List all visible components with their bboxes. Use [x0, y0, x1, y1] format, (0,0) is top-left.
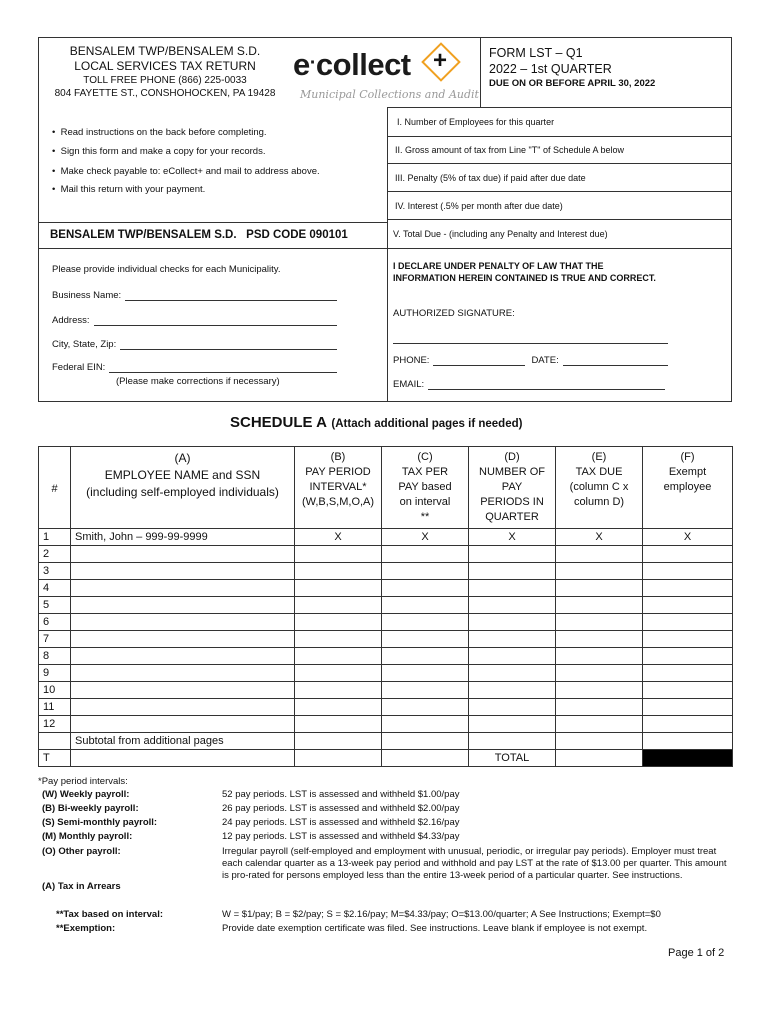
phone-field[interactable] [433, 355, 525, 366]
tax-per-pay-cell[interactable] [382, 563, 469, 580]
col-c-header: (C) TAX PER PAY based on interval ** [382, 447, 469, 529]
address-field[interactable] [94, 315, 338, 326]
city-label: City, State, Zip: [52, 339, 117, 350]
exempt-cell[interactable] [643, 614, 733, 631]
phone-date-row [393, 355, 668, 366]
form-quarter: 2022 – 1st QUARTER [489, 62, 612, 76]
row-number: 7 [39, 631, 71, 648]
declaration-text: I DECLARE UNDER PENALTY OF LAW THAT THE INFORMATION HEREIN CONTAINED IS TRUE AND CORRECT. [393, 261, 656, 283]
row-number: 2 [39, 546, 71, 563]
total-blank [295, 750, 382, 767]
total-tax-due-cell[interactable] [556, 750, 643, 767]
pay-periods-cell[interactable] [469, 580, 556, 597]
total-blank [382, 750, 469, 767]
table-row [39, 546, 733, 563]
line-iii-penalty[interactable]: III. Penalty (5% of tax due) if paid after due date [387, 164, 732, 192]
exempt-cell[interactable] [643, 682, 733, 699]
pay-interval-cell[interactable] [295, 614, 382, 631]
ecollect-logo: e·collect [293, 47, 411, 82]
exempt-cell[interactable] [643, 665, 733, 682]
intervals-title: *Pay period intervals: [38, 776, 128, 787]
semimonthly-desc: 24 pay periods. LST is assessed and withheld $2.16/pay [222, 817, 460, 828]
employee-name-cell[interactable] [71, 614, 295, 631]
tax-per-pay-cell[interactable]: X [382, 529, 469, 546]
tax-per-pay-cell[interactable] [382, 631, 469, 648]
tax-due-cell[interactable] [556, 648, 643, 665]
row-number: 11 [39, 699, 71, 716]
email-label: EMAIL: [393, 379, 425, 390]
pay-interval-cell[interactable] [295, 699, 382, 716]
tax-due-cell[interactable] [556, 546, 643, 563]
row-number: 12 [39, 716, 71, 733]
table-header-row [39, 447, 733, 529]
tax-per-pay-cell[interactable] [382, 699, 469, 716]
page-number: Page 1 of 2 [668, 947, 725, 959]
employee-name-cell[interactable] [71, 665, 295, 682]
line-i-employees[interactable]: I. Number of Employees for this quarter [387, 107, 732, 137]
tax-due-cell[interactable] [556, 699, 643, 716]
arrears-label: (A) Tax in Arrears [42, 881, 121, 892]
email-row [393, 379, 665, 390]
tax-per-pay-cell[interactable] [382, 665, 469, 682]
ein-field[interactable] [109, 362, 337, 373]
tax-due-cell[interactable]: X [556, 529, 643, 546]
tax-due-cell[interactable] [556, 580, 643, 597]
col-f-header: (F) Exempt employee [643, 447, 733, 529]
employee-name-cell[interactable] [71, 563, 295, 580]
tax-interval-desc: W = $1/pay; B = $2/pay; S = $2.16/pay; M=$4.33/pay; O=$13.00/quarter; A See Instructions; Exempt=$0 [222, 909, 661, 920]
subtotal-cell-e[interactable] [556, 733, 643, 750]
table-row [39, 597, 733, 614]
subtotal-cell-b[interactable] [295, 733, 382, 750]
total-blocked-cell [643, 750, 733, 767]
table-row [39, 614, 733, 631]
pay-interval-cell[interactable]: X [295, 529, 382, 546]
subtotal-row [39, 733, 733, 750]
monthly-label: (M) Monthly payroll: [42, 831, 133, 842]
pay-periods-cell[interactable] [469, 665, 556, 682]
exemption-desc: Provide date exemption certificate was filed. See instructions. Leave blank if employee is not exempt. [222, 923, 648, 934]
pay-periods-cell[interactable] [469, 699, 556, 716]
pay-interval-cell[interactable] [295, 631, 382, 648]
subtotal-label: Subtotal from additional pages [71, 733, 295, 750]
form-id-box [480, 37, 732, 107]
tax-per-pay-cell[interactable] [382, 716, 469, 733]
table-row [39, 716, 733, 733]
pay-periods-cell[interactable]: X [469, 529, 556, 546]
checks-note: Please provide individual checks for each Municipality. [52, 264, 281, 275]
date-field[interactable] [563, 355, 668, 366]
table-row [39, 580, 733, 597]
pay-interval-cell[interactable] [295, 665, 382, 682]
toll-free-phone: TOLL FREE PHONE (866) 225-0033 [83, 75, 247, 86]
total-label: TOTAL [469, 750, 556, 767]
other-label: (O) Other payroll: [42, 846, 121, 857]
semimonthly-label: (S) Semi-monthly payroll: [42, 817, 158, 828]
pay-periods-cell[interactable] [469, 546, 556, 563]
business-name-row [52, 290, 337, 301]
monthly-desc: 12 pay periods. LST is assessed and withheld $4.33/pay [222, 831, 460, 842]
pay-periods-cell[interactable] [469, 563, 556, 580]
pay-periods-cell[interactable] [469, 682, 556, 699]
exempt-cell[interactable] [643, 563, 733, 580]
total-row [39, 750, 733, 767]
tax-due-cell[interactable] [556, 716, 643, 733]
mailing-address: 804 FAYETTE ST., CONSHOHOCKEN, PA 19428 [54, 88, 276, 99]
table-row [39, 648, 733, 665]
pay-periods-cell[interactable] [469, 597, 556, 614]
employee-name-cell[interactable]: Smith, John – 999-99-9999 [71, 529, 295, 546]
signature-line[interactable] [393, 343, 668, 344]
address-row [52, 315, 337, 326]
employee-name-cell[interactable] [71, 716, 295, 733]
employee-name-cell[interactable] [71, 682, 295, 699]
col-e-header: (E) TAX DUE (column C x column D) [556, 447, 643, 529]
ein-label: Federal EIN: [52, 362, 106, 373]
row-number: 10 [39, 682, 71, 699]
form-name: FORM LST – Q1 [489, 46, 583, 60]
table-row [39, 529, 733, 546]
exempt-cell[interactable]: X [643, 529, 733, 546]
col-a-header: (A) EMPLOYEE NAME and SSN (including self-employed individuals) [71, 447, 295, 529]
title-line-1: BENSALEM TWP/BENSALEM S.D. [69, 44, 261, 58]
pay-periods-cell[interactable] [469, 716, 556, 733]
col-d-header: (D) NUMBER OF PAY PERIODS IN QUARTER [469, 447, 556, 529]
tax-per-pay-cell[interactable] [382, 546, 469, 563]
subtotal-cell-d[interactable] [469, 733, 556, 750]
exempt-cell[interactable] [643, 597, 733, 614]
row-number: 8 [39, 648, 71, 665]
city-row [52, 339, 337, 350]
pay-interval-cell[interactable] [295, 580, 382, 597]
table-row [39, 631, 733, 648]
row-number: 3 [39, 563, 71, 580]
tax-per-pay-cell[interactable] [382, 648, 469, 665]
biweekly-label: (B) Bi-weekly payroll: [42, 803, 139, 814]
exemption-label: **Exemption: [56, 923, 116, 934]
total-blank [71, 750, 295, 767]
logo-plus-icon: + [433, 47, 448, 74]
address-label: Address: [52, 315, 90, 326]
signature-label: AUTHORIZED SIGNATURE: [393, 308, 515, 319]
row-number: 5 [39, 597, 71, 614]
pay-interval-cell[interactable] [295, 682, 382, 699]
employee-name-cell[interactable] [71, 597, 295, 614]
weekly-label: (W) Weekly payroll: [42, 789, 130, 800]
exempt-cell[interactable] [643, 699, 733, 716]
employee-name-cell[interactable] [71, 631, 295, 648]
instruction-item: • Mail this return with your payment. [52, 184, 206, 195]
corrections-note: (Please make corrections if necessary) [116, 376, 280, 387]
tax-per-pay-cell[interactable] [382, 597, 469, 614]
pay-periods-cell[interactable] [469, 631, 556, 648]
pay-interval-cell[interactable] [295, 597, 382, 614]
other-desc: Irregular payroll (self-employed and employment with unusual, periodic, or irregular pay periods). Employer must treat each calendar quarter as a 13-week pay period and withhold and pay LST at the rate of $13.00 per quarter. This amount is pro-rated for persons employed less than the entire 13-week period of a particular quarter. See instructions. [222, 846, 727, 881]
tax-due-cell[interactable] [556, 631, 643, 648]
instruction-item: • Make check payable to: eCollect+ and mail to address above. [52, 166, 320, 177]
row-number: 1 [39, 529, 71, 546]
business-name-field[interactable] [125, 290, 337, 301]
employee-name-cell[interactable] [71, 648, 295, 665]
instruction-item: • Read instructions on the back before completing. [52, 127, 267, 138]
logo-tagline: Municipal Collections and Audit [300, 88, 479, 101]
tax-per-pay-cell[interactable] [382, 614, 469, 631]
line-iv-interest[interactable]: IV. Interest (.5% per month after due date) [387, 192, 732, 220]
email-field[interactable] [428, 379, 665, 390]
header-title [40, 44, 290, 100]
line-ii-gross-tax[interactable]: II. Gross amount of tax from Line "T" of Schedule A below [387, 137, 732, 164]
exempt-cell[interactable] [643, 716, 733, 733]
line-v-total-due[interactable]: V. Total Due - (including any Penalty and Interest due) [387, 220, 732, 249]
tax-due-cell[interactable] [556, 597, 643, 614]
pay-periods-cell[interactable] [469, 648, 556, 665]
col-num-header: # [39, 447, 71, 529]
pay-periods-cell[interactable] [469, 614, 556, 631]
exempt-cell[interactable] [643, 648, 733, 665]
schedule-a-table [38, 446, 733, 767]
row-number: 4 [39, 580, 71, 597]
exempt-cell[interactable] [643, 631, 733, 648]
tax-due-cell[interactable] [556, 563, 643, 580]
total-num: T [39, 750, 71, 767]
employee-name-cell[interactable] [71, 580, 295, 597]
tax-due-cell[interactable] [556, 682, 643, 699]
weekly-desc: 52 pay periods. LST is assessed and withheld $1.00/pay [222, 789, 460, 800]
row-number: 9 [39, 665, 71, 682]
pay-interval-cell[interactable] [295, 648, 382, 665]
col-b-header: (B) PAY PERIOD INTERVAL* (W,B,S,M,O,A) [295, 447, 382, 529]
tax-per-pay-cell[interactable] [382, 580, 469, 597]
pay-interval-cell[interactable] [295, 546, 382, 563]
business-name-label: Business Name: [52, 290, 122, 301]
table-row [39, 699, 733, 716]
employee-name-cell[interactable] [71, 546, 295, 563]
city-field[interactable] [120, 339, 337, 350]
psd-code: BENSALEM TWP/BENSALEM S.D. PSD CODE 090101 [50, 229, 348, 241]
subtotal-cell-f[interactable] [643, 733, 733, 750]
tax-due-cell[interactable] [556, 614, 643, 631]
subtotal-cell-c[interactable] [382, 733, 469, 750]
due-date: DUE ON OR BEFORE APRIL 30, 2022 [489, 78, 656, 89]
ein-row [52, 362, 337, 373]
pay-interval-cell[interactable] [295, 716, 382, 733]
tax-per-pay-cell[interactable] [382, 682, 469, 699]
row-number: 6 [39, 614, 71, 631]
phone-label: PHONE: [393, 355, 430, 366]
pay-interval-cell[interactable] [295, 563, 382, 580]
schedule-title: SCHEDULE A (Attach additional pages if needed) [230, 414, 523, 431]
table-row [39, 665, 733, 682]
exempt-cell[interactable] [643, 546, 733, 563]
table-row [39, 563, 733, 580]
table-row [39, 682, 733, 699]
subtotal-num [39, 733, 71, 750]
date-label: DATE: [531, 355, 559, 366]
instruction-item: • Sign this form and make a copy for your records. [52, 146, 266, 157]
employee-name-cell[interactable] [71, 699, 295, 716]
tax-due-cell[interactable] [556, 665, 643, 682]
biweekly-desc: 26 pay periods. LST is assessed and withheld $2.00/pay [222, 803, 460, 814]
exempt-cell[interactable] [643, 580, 733, 597]
tax-interval-label: **Tax based on interval: [56, 909, 163, 920]
title-line-2: LOCAL SERVICES TAX RETURN [74, 59, 256, 73]
